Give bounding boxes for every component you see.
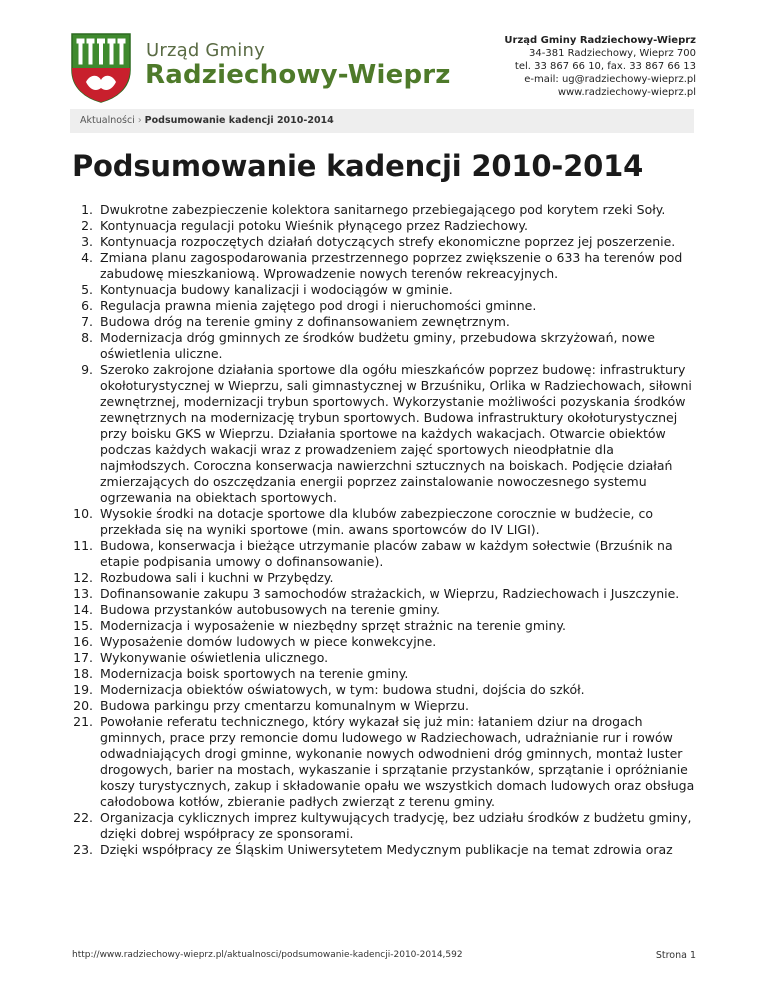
breadcrumb-link-aktualnosci[interactable]: Aktualności bbox=[80, 115, 135, 126]
page-number: Strona 1 bbox=[655, 950, 696, 961]
list-item: 4. Zmiana planu zagospodarowania przestrzennego poprzez zwiększenie o 633 ha terenów pod zabudowę mieszkaniową. Wprowadzenie nowych terenów rekreacyjnych. bbox=[97, 250, 700, 282]
list-item: 3. Kontynuacja rozpoczętych działań dotyczących strefy ekonomiczne poprzez jej poszerzenie. bbox=[97, 234, 700, 250]
list-item: 19. Modernizacja obiektów oświatowych, w tym: budowa studni, dojścia do szkół. bbox=[97, 682, 700, 698]
coat-of-arms-icon bbox=[70, 32, 132, 104]
article-content bbox=[72, 202, 700, 858]
page-header bbox=[0, 0, 768, 110]
list-item: 9. Szeroko zakrojone działania sportowe dla ogółu mieszkańców poprzez budowę: infrastruktury okołoturystycznej w Wieprzu, sali gimnastycznej w Brzuśniku, Orlika w Radziechowach, siłowni zewnętrznej, modernizacji trybun sportowych. Wykorzystanie możliwości pozyskania środków zewnętrznych na modernizację trybun sportowych. Budowa infrastruktury okołoturystycznej przy boisku GKS w Wieprzu. Działania sportowe na każdych wakacjach. Otwarcie obiektów podczas każdych wakacji wraz z prowadzeniem zajęć sportowych nieodpłatnie dla najmłodszych. Coroczna konserwacja nawierzchni sztucznych na boiskach. Podjęcie działań zmierzających do oszczędzania energii poprzez zainstalowanie nowoczesnego systemu ogrzewania na obiektach sportowych. bbox=[97, 362, 700, 506]
list-item: 2. Kontynuacja regulacji potoku Wieśnik płynącego przez Radziechowy. bbox=[97, 218, 700, 234]
list-item: 17. Wykonywanie oświetlenia ulicznego. bbox=[97, 650, 700, 666]
list-item: 1. Dwukrotne zabezpieczenie kolektora sanitarnego przebiegającego pod korytem rzeki Soły. bbox=[97, 202, 700, 218]
breadcrumb bbox=[70, 109, 694, 133]
list-item: 8. Modernizacja dróg gminnych ze środków budżetu gminy, przebudowa skrzyżowań, nowe oświetlenia uliczne. bbox=[97, 330, 700, 362]
logo-line-2: Radziechowy-Wieprz bbox=[145, 60, 451, 90]
contact-email: e-mail: ug@radziechowy-wieprz.pl bbox=[524, 74, 696, 85]
list-item: 7. Budowa dróg na terenie gminy z dofinansowaniem zewnętrznym. bbox=[97, 314, 700, 330]
contact-address: 34-381 Radziechowy, Wieprz 700 bbox=[529, 48, 696, 59]
logo-line-1: Urząd Gminy bbox=[146, 40, 265, 61]
list-item: 21. Powołanie referatu technicznego, który wykazał się już min: łataniem dziur na drogach gminnych, prace przy remoncie domu ludowego w Radziechowach, udrażnianie rur i rowów odwadniających drogi gminne, wykonanie nowych odwodnieni dróg gminnych, montaż luster drogowych, barier na mostach, wykaszanie i sprzątanie przystanków, sprzątanie i opróżnianie koszy turystycznych, zakup i składowanie opału we wszystkich domach ludowych oraz obsługa całodobowa kotłów, zbieranie padłych zwierząt z terenu gminy. bbox=[97, 714, 700, 810]
breadcrumb-current: Podsumowanie kadencji 2010-2014 bbox=[144, 115, 334, 126]
list-item: 16. Wyposażenie domów ludowych w piece konwekcyjne. bbox=[97, 634, 700, 650]
list-item: 6. Regulacja prawna mienia zajętego pod drogi i nieruchomości gminne. bbox=[97, 298, 700, 314]
list-item: 18. Modernizacja boisk sportowych na terenie gminy. bbox=[97, 666, 700, 682]
list-item: 22. Organizacja cyklicznych imprez kultywujących tradycję, bez udziału środków z budżetu gminy, dzięki dobrej współpracy ze sponsorami. bbox=[97, 810, 700, 842]
contact-phone: tel. 33 867 66 10, fax. 33 867 66 13 bbox=[514, 61, 696, 72]
contact-block bbox=[504, 34, 696, 99]
list-item: 10. Wysokie środki na dotacje sportowe dla klubów zabezpieczone corocznie w budżecie, co przekłada się na wyniki sportowe (min. awans sportowców do IV LIGI). bbox=[97, 506, 700, 538]
list-item: 11. Budowa, konserwacja i bieżące utrzymanie placów zabaw w każdym sołectwie (Brzuśnik na etapie podpisania umowy o dofinansowanie). bbox=[97, 538, 700, 570]
page-title: Podsumowanie kadencji 2010-2014 bbox=[72, 149, 644, 183]
summary-list bbox=[72, 202, 700, 858]
contact-org: Urząd Gminy Radziechowy-Wieprz bbox=[504, 35, 696, 46]
list-item: 14. Budowa przystanków autobusowych na terenie gminy. bbox=[97, 602, 700, 618]
breadcrumb-separator: › bbox=[137, 115, 142, 126]
list-item: 12. Rozbudowa sali i kuchni w Przybędzy. bbox=[97, 570, 700, 586]
list-item: 13. Dofinansowanie zakupu 3 samochodów strażackich, w Wieprzu, Radziechowach i Juszczynie. bbox=[97, 586, 700, 602]
footer-url: http://www.radziechowy-wieprz.pl/aktualnosci/podsumowanie-kadencji-2010-2014,592 bbox=[72, 950, 463, 960]
contact-website: www.radziechowy-wieprz.pl bbox=[557, 87, 696, 98]
list-item: 15. Modernizacja i wyposażenie w niezbędny sprzęt strażnic na terenie gminy. bbox=[97, 618, 700, 634]
list-item: 5. Kontynuacja budowy kanalizacji i wodociągów w gminie. bbox=[97, 282, 700, 298]
list-item: 23. Dzięki współpracy ze Śląskim Uniwersytetem Medycznym publikacje na temat zdrowia oraz bbox=[97, 842, 700, 858]
list-item: 20. Budowa parkingu przy cmentarzu komunalnym w Wieprzu. bbox=[97, 698, 700, 714]
